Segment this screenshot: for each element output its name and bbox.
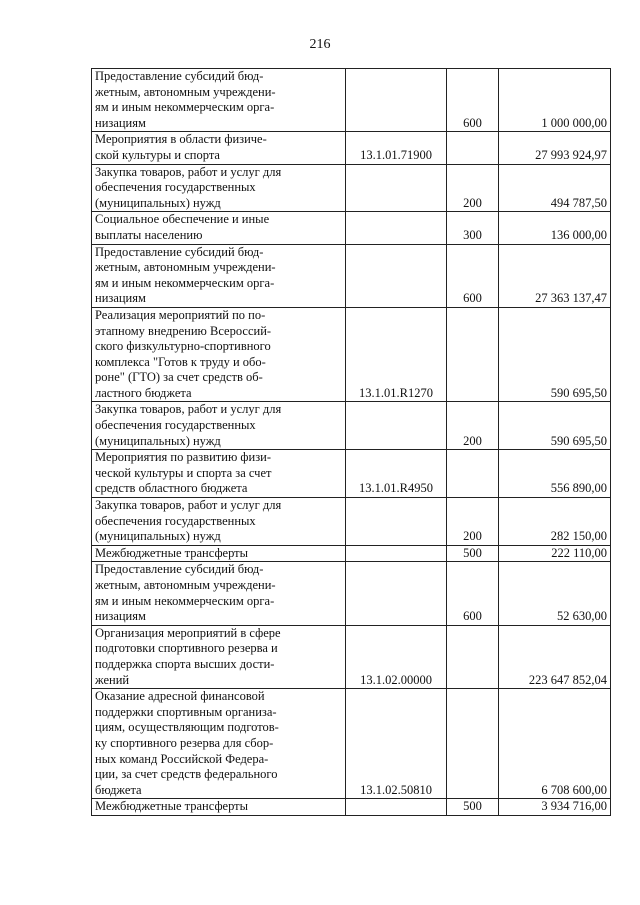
amount-cell: 1 000 000,00 [499, 69, 611, 132]
item-name-cell: Предоставление субсидий бюд- жетным, автономным учреждени- ям и иным некоммерческим орга- низациям [92, 244, 346, 307]
expense-type-cell [447, 450, 499, 498]
item-name-cell: Реализация мероприятий по по- этапному внедрению Всероссий- ского физкультурно-спортивного комплекса "Готов к труду и обо- роне" (ГТО) за счет средств об- ластного бюджета [92, 307, 346, 402]
table-row [92, 689, 611, 799]
amount-cell: 494 787,50 [499, 164, 611, 212]
item-name-cell: Закупка товаров, работ и услуг для обеспечения государственных (муниципальных) нужд [92, 164, 346, 212]
amount-cell: 136 000,00 [499, 212, 611, 244]
amount-cell: 222 110,00 [499, 545, 611, 562]
table-row [92, 450, 611, 498]
budget-table [91, 68, 611, 816]
program-code-cell [346, 164, 447, 212]
item-name-cell: Межбюджетные трансферты [92, 799, 346, 816]
expense-type-cell: 200 [447, 164, 499, 212]
item-name-cell: Межбюджетные трансферты [92, 545, 346, 562]
program-code-cell: 13.1.02.50810 [346, 689, 447, 799]
item-name-cell: Мероприятия по развитию физи- ческой культуры и спорта за счет средств областного бюджета [92, 450, 346, 498]
expense-type-cell [447, 132, 499, 164]
program-code-cell [346, 402, 447, 450]
table-row [92, 69, 611, 132]
expense-type-cell: 600 [447, 244, 499, 307]
expense-type-cell: 500 [447, 799, 499, 816]
program-code-cell [346, 212, 447, 244]
item-name-cell: Предоставление субсидий бюд- жетным, автономным учреждени- ям и иным некоммерческим орга- низациям [92, 562, 346, 625]
amount-cell: 223 647 852,04 [499, 625, 611, 688]
amount-cell: 590 695,50 [499, 402, 611, 450]
program-code-cell: 13.1.01.R1270 [346, 307, 447, 402]
expense-type-cell: 500 [447, 545, 499, 562]
item-name-cell: Закупка товаров, работ и услуг для обеспечения государственных (муниципальных) нужд [92, 498, 346, 546]
item-name-cell: Предоставление субсидий бюд- жетным, автономным учреждени- ям и иным некоммерческим орга- низациям [92, 69, 346, 132]
program-code-cell: 13.1.01.R4950 [346, 450, 447, 498]
program-code-cell [346, 545, 447, 562]
amount-cell: 590 695,50 [499, 307, 611, 402]
program-code-cell [346, 562, 447, 625]
table-row [92, 498, 611, 546]
expense-type-cell: 300 [447, 212, 499, 244]
amount-cell: 52 630,00 [499, 562, 611, 625]
amount-cell: 282 150,00 [499, 498, 611, 546]
program-code-cell [346, 244, 447, 307]
item-name-cell: Мероприятия в области физиче- ской культуры и спорта [92, 132, 346, 164]
table-row [92, 799, 611, 816]
table-row [92, 307, 611, 402]
amount-cell: 3 934 716,00 [499, 799, 611, 816]
expense-type-cell: 200 [447, 402, 499, 450]
table-row [92, 402, 611, 450]
amount-cell: 27 363 137,47 [499, 244, 611, 307]
expense-type-cell [447, 307, 499, 402]
program-code-cell [346, 498, 447, 546]
expense-type-cell: 600 [447, 69, 499, 132]
program-code-cell [346, 799, 447, 816]
item-name-cell: Оказание адресной финансовой поддержки спортивным организа- циям, осуществляющим подготов- ку спортивного резерва для сбор- ных команд Российской Федера- ции, за счет средств федерального бюджета [92, 689, 346, 799]
table-row [92, 212, 611, 244]
page-number: 216 [309, 37, 331, 52]
item-name-cell: Закупка товаров, работ и услуг для обеспечения государственных (муниципальных) нужд [92, 402, 346, 450]
expense-type-cell [447, 625, 499, 688]
table-row [92, 562, 611, 625]
table-row [92, 244, 611, 307]
table-row [92, 164, 611, 212]
amount-cell: 27 993 924,97 [499, 132, 611, 164]
expense-type-cell: 600 [447, 562, 499, 625]
table-row [92, 625, 611, 688]
table-row [92, 132, 611, 164]
budget-table-body [92, 69, 611, 816]
program-code-cell: 13.1.01.71900 [346, 132, 447, 164]
amount-cell: 556 890,00 [499, 450, 611, 498]
expense-type-cell: 200 [447, 498, 499, 546]
item-name-cell: Организация мероприятий в сфере подготовки спортивного резерва и поддержка спорта высших дости- жений [92, 625, 346, 688]
program-code-cell: 13.1.02.00000 [346, 625, 447, 688]
table-row [92, 545, 611, 562]
program-code-cell [346, 69, 447, 132]
expense-type-cell [447, 689, 499, 799]
amount-cell: 6 708 600,00 [499, 689, 611, 799]
item-name-cell: Социальное обеспечение и иные выплаты населению [92, 212, 346, 244]
